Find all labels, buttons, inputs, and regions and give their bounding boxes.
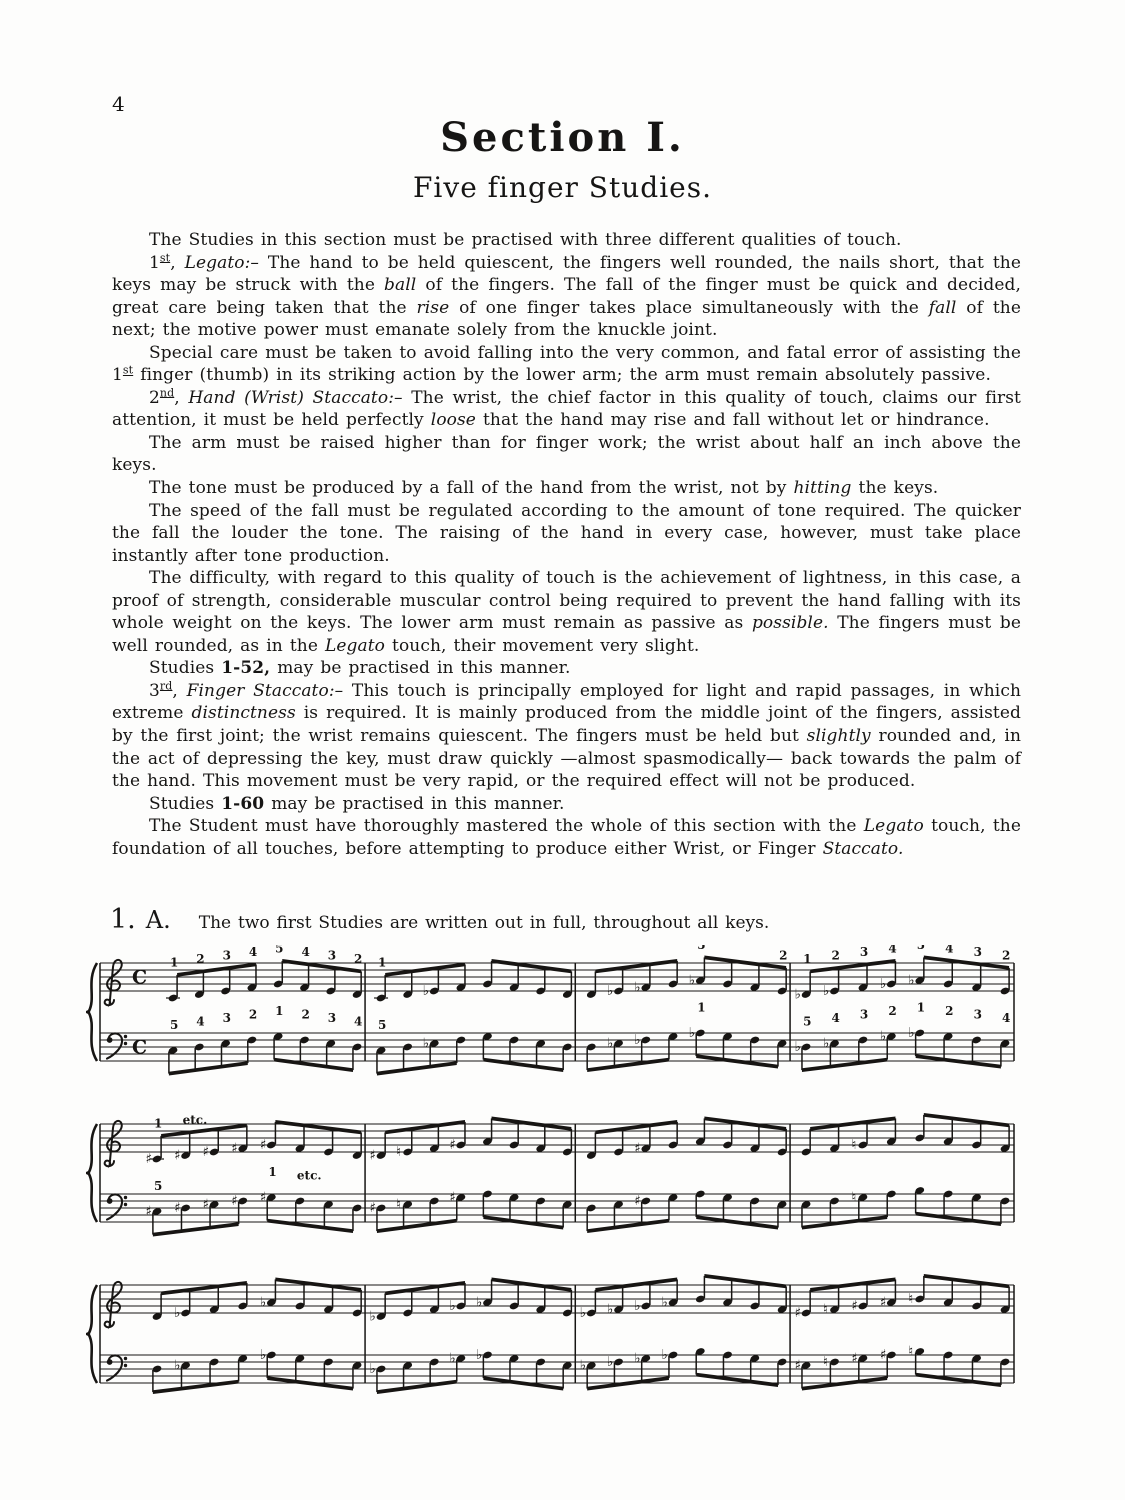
fingering-number: 1 <box>170 955 179 970</box>
grand-staff <box>86 945 1026 1097</box>
accidental: ♭ <box>794 986 801 1003</box>
beam <box>492 959 572 973</box>
fingering-number: 1 <box>275 1004 284 1019</box>
fingering-number: 3 <box>973 1007 982 1022</box>
accidental: ♯ <box>879 1294 887 1311</box>
paragraph: Studies 1‑52, may be practised in this manner. <box>149 658 571 679</box>
beam <box>916 1373 1001 1387</box>
barlines <box>100 963 1014 1061</box>
accidental: ♯ <box>202 1196 210 1213</box>
beam <box>274 1058 353 1072</box>
brace-icon <box>87 1124 97 1222</box>
fingering-number: 2 <box>779 948 788 963</box>
accidental: ♭ <box>794 1039 801 1056</box>
time-signature <box>132 967 147 1059</box>
grand-staff <box>86 1267 1026 1419</box>
beam <box>924 1274 1009 1288</box>
fingering-number: 4 <box>301 945 310 960</box>
study-heading <box>110 904 1125 935</box>
etc-label: etc. <box>182 1113 208 1128</box>
beam <box>153 1223 239 1237</box>
beam <box>587 1058 669 1072</box>
beam <box>483 1058 563 1072</box>
accidental: ♮ <box>822 1354 828 1371</box>
paragraph: 1st, Legato:– The hand to be held quiescent, the fingers well rounded, the nails short, that the keys may be struck with the ball of the fingers. The fall of the finger must be quick and decided, great care being taken that the rise of one finger takes place simultaneously with the fall of the next; the motive power must emanate solely from the knuckle joint. <box>112 250 1021 341</box>
accidental: ♮ <box>396 1144 401 1161</box>
treble-clef-icon <box>105 1121 122 1166</box>
accidental: ♯ <box>231 1140 238 1157</box>
fingering-number: 3 <box>859 1007 869 1022</box>
beam <box>153 1380 239 1394</box>
accidental: ♯ <box>879 1347 887 1364</box>
fingering-number: 2 <box>301 1007 310 1022</box>
accidental: ♮ <box>822 1301 828 1318</box>
accidental: ♯ <box>449 1189 456 1206</box>
music-system-2 <box>86 1106 1125 1258</box>
fingering-number: 4 <box>1002 1011 1011 1026</box>
accidental: ♭ <box>174 1305 181 1322</box>
fingering-number: 2 <box>354 952 363 967</box>
treble-clef-icon <box>105 960 122 1005</box>
accidental: ♭ <box>634 1298 641 1315</box>
accidental: ♭ <box>688 1025 696 1042</box>
accidental: ♮ <box>908 1291 914 1308</box>
svg-text:C: C <box>132 966 148 989</box>
accidental: ♭ <box>475 1347 483 1364</box>
etc-label: etc. <box>296 1168 322 1183</box>
accidental: ♭ <box>661 1347 668 1364</box>
beam <box>377 1062 457 1076</box>
accidental: ♭ <box>475 1294 483 1311</box>
instruction-text <box>112 229 1021 860</box>
paragraph: 2nd, Hand (Wrist) Staccato:– The wrist, the chief factor in this quality of touch, claims our first attention, it must be held perfectly loose that the hand may rise and fall without let or hindrance. <box>112 386 1021 431</box>
accidental: ♭ <box>634 979 641 996</box>
fingering-number: 4 <box>196 1014 205 1029</box>
accidental: ♭ <box>688 972 696 989</box>
fingering-number: 3 <box>859 945 869 960</box>
beam <box>924 1113 1009 1127</box>
fingering-number: 1 <box>378 955 387 970</box>
accidental: ♭ <box>879 1028 887 1045</box>
accidental: ♯ <box>634 1140 641 1157</box>
paragraph: The tone must be produced by a fall of the hand from the wrist, not by hitting the keys. <box>149 478 939 499</box>
svg-text:C: C <box>132 1036 148 1059</box>
section-title: Section I. <box>440 114 685 161</box>
accidental: ♯ <box>231 1193 238 1210</box>
fingering-number: 5 <box>916 945 926 953</box>
study-caption: The two first Studies are written out in full, throughout all keys. <box>198 913 770 934</box>
beam <box>587 1219 669 1233</box>
accidental: ♭ <box>449 1298 456 1315</box>
fingering-number: 5 <box>170 1018 179 1033</box>
fingering-number: 5 <box>275 945 284 956</box>
beam <box>161 1281 247 1295</box>
staff-lines <box>100 1285 1014 1383</box>
beam <box>810 959 895 973</box>
bass-clef-icon <box>107 1034 128 1059</box>
fingering-number: 2 <box>1002 948 1011 963</box>
fingering-number: 2 <box>888 1004 897 1019</box>
brace-icon <box>87 1285 97 1383</box>
paragraph: Studies 1‑60 may be practised in this manner. <box>149 793 565 814</box>
accidental: ♭ <box>422 1035 430 1052</box>
accidental: ♯ <box>202 1144 210 1161</box>
study-number: 1. <box>110 904 136 936</box>
fingering-number: 5 <box>803 1014 812 1029</box>
measure <box>586 945 787 1072</box>
beam <box>275 1120 361 1134</box>
music-system-3 <box>86 1267 1125 1419</box>
accidental: ♭ <box>259 1347 267 1364</box>
fingering-number: 3 <box>327 948 337 963</box>
accidental: ♯ <box>145 1203 153 1220</box>
beam <box>377 1219 457 1233</box>
fingering-number: 1 <box>154 1116 163 1131</box>
accidental: ♯ <box>174 1200 181 1217</box>
section-subtitle: Five finger Studies. <box>413 171 712 204</box>
accidental: ♮ <box>396 1196 401 1213</box>
fingering-number: 5 <box>378 1018 387 1033</box>
measure <box>374 956 572 1076</box>
fingering-number: 4 <box>888 945 897 956</box>
beam <box>696 1373 778 1387</box>
measure <box>166 945 362 1076</box>
accidental: ♮ <box>908 1343 914 1360</box>
study-letter: A. <box>145 906 171 935</box>
accidental: ♭ <box>369 1361 376 1378</box>
accidental: ♯ <box>145 1151 153 1168</box>
accidental: ♯ <box>259 1189 267 1206</box>
beam <box>704 1274 786 1288</box>
beam <box>595 1120 677 1134</box>
accidental: ♭ <box>879 976 887 993</box>
accidental: ♭ <box>174 1357 181 1374</box>
fingering-number: 1 <box>697 1000 706 1015</box>
accidental: ♭ <box>607 983 614 1000</box>
accidental: ♯ <box>449 1137 456 1154</box>
barlines <box>100 1285 1014 1383</box>
beam <box>916 1212 1001 1226</box>
accidental: ♭ <box>607 1354 614 1371</box>
fingering-number: 1 <box>268 1165 277 1180</box>
accidental: ♭ <box>607 1035 614 1052</box>
staff-lines <box>100 963 1014 1061</box>
accidental: ♭ <box>634 1350 641 1367</box>
music-system-1 <box>86 945 1125 1097</box>
accidental: ♭ <box>908 1025 915 1042</box>
grand-staff <box>86 1106 1026 1258</box>
fingering-number: 4 <box>945 945 954 956</box>
paragraph: The speed of the fall must be regulated according to the amount of tone required. The quicker the fall the louder the tone. The raising of the hand in every case, however, must take place instantly after tone production. <box>112 500 1021 566</box>
brace-icon <box>87 963 97 1061</box>
accidental: ♯ <box>369 1200 377 1217</box>
accidental: ♭ <box>449 1350 456 1367</box>
fingering-number: 5 <box>154 1179 163 1194</box>
beam <box>595 959 677 973</box>
beam <box>282 959 361 973</box>
beam <box>377 1380 457 1394</box>
accidental: ♭ <box>661 1294 668 1311</box>
accidental: ♮ <box>851 1137 857 1154</box>
fingering-number: 3 <box>973 945 982 960</box>
fingering-number: 2 <box>831 948 840 963</box>
accidental: ♮ <box>851 1189 857 1206</box>
accidental: ♯ <box>369 1147 377 1164</box>
beam <box>385 1120 465 1134</box>
fingering-number: 4 <box>354 1014 363 1029</box>
fingering-number: 5 <box>697 945 706 953</box>
fingering-number: 2 <box>945 1004 954 1019</box>
beam <box>267 1219 353 1233</box>
bass-clef-icon <box>107 1195 128 1220</box>
accidental: ♭ <box>579 1305 587 1322</box>
fingering-number: 3 <box>222 948 231 963</box>
music-notation <box>86 945 1125 1419</box>
paragraph: The arm must be raised higher than for finger work; the wrist about half an inch above the keys. <box>112 432 1021 476</box>
paragraph: 3rd, Finger Staccato:– This touch is principally employed for light and rapid passages, in which extreme distinctness is required. It is mainly produced from the middle joint of the fingers, assisted by the first joint; the wrist remains quiescent. The fingers must be held but slightly rounded and, in the act of depressing the key, must draw quickly —almost spasmodically— back towards the palm of the hand. This movement must be very rapid, or the required effect will not be produced. <box>112 679 1022 792</box>
accidental: ♭ <box>822 983 830 1000</box>
beam <box>802 1058 887 1072</box>
paragraph: The Student must have thoroughly mastered the whole of this section with the Legato touch, the foundation of all touches, before attempting to produce either Wrist, or Finger Staccato. <box>112 816 1021 859</box>
fingering-number: 4 <box>831 1011 840 1026</box>
accidental: ♭ <box>422 983 430 1000</box>
accidental: ♯ <box>634 1193 641 1210</box>
bass-clef-icon <box>107 1356 128 1381</box>
treble-clef-icon <box>105 1282 122 1327</box>
accidental: ♯ <box>174 1147 181 1164</box>
accidental: ♭ <box>822 1035 830 1052</box>
paragraph: The Studies in this section must be practised with three different qualities of touch. <box>149 230 902 250</box>
fingering-number: 3 <box>327 1011 337 1026</box>
accidental: ♭ <box>369 1308 376 1325</box>
accidental: ♯ <box>259 1137 267 1154</box>
fingering-number: 3 <box>222 1011 231 1026</box>
accidental: ♭ <box>607 1301 614 1318</box>
measure <box>795 945 1011 1072</box>
fingering-number: 2 <box>248 1007 258 1022</box>
fingering-number: 1 <box>803 952 812 967</box>
accidental: ♭ <box>908 972 915 989</box>
accidental: ♯ <box>851 1350 858 1367</box>
accidental: ♯ <box>851 1298 858 1315</box>
accidental: ♯ <box>794 1357 802 1374</box>
fingering-number: 2 <box>196 952 205 967</box>
paragraph: Special care must be taken to avoid falling into the very common, and fatal error of assisting the 1st finger (thumb) in its striking action by the lower arm; the arm must remain absolutely passive. <box>112 342 1021 386</box>
accidental: ♭ <box>259 1294 267 1311</box>
accidental: ♯ <box>794 1305 802 1322</box>
paragraph: The difficulty, with regard to this quality of touch is the achievement of lightness, in this case, a proof of strength, considerable muscular control being required to prevent the hand falling with its whole weight on the keys. The lower arm must remain as passive as possible. The fingers must be well rounded, as in the Legato touch, their movement very slight. <box>112 568 1021 656</box>
accidental: ♭ <box>634 1032 641 1049</box>
beam <box>385 1281 465 1295</box>
page-number: 4 <box>112 92 125 116</box>
fingering-number: 1 <box>916 1000 926 1015</box>
beam <box>169 1062 248 1076</box>
fingering-number: 4 <box>248 945 258 960</box>
accidental: ♭ <box>579 1357 587 1374</box>
